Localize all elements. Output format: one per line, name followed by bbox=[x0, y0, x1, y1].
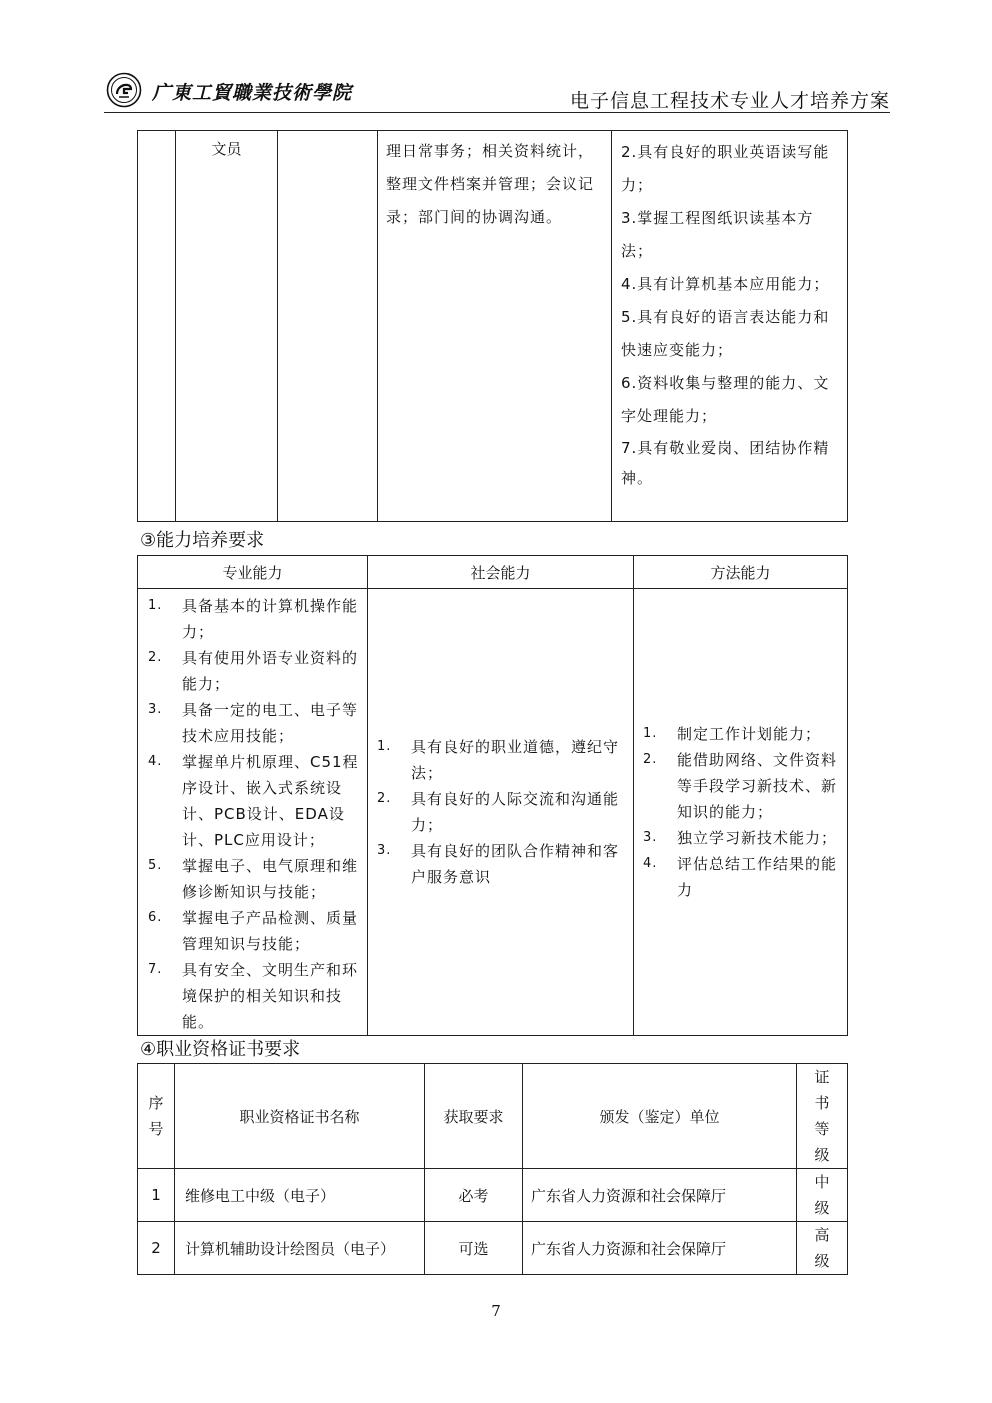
seq-cell: 1 bbox=[138, 1169, 175, 1222]
column-header: 专业能力 bbox=[138, 556, 368, 589]
cert-name-header: 职业资格证书名称 bbox=[175, 1064, 425, 1169]
list-item: 1. 制定工作计划能力； bbox=[643, 725, 822, 743]
issuer-cell: 广东省人力资源和社会保障厅 bbox=[523, 1169, 797, 1222]
list-item: 6. 掌握电子产品检测、质量管理知识与技能； bbox=[148, 909, 359, 953]
empty-cell bbox=[278, 131, 378, 522]
cert-name-cell: 维修电工中级（电子） bbox=[175, 1169, 425, 1222]
ability-table bbox=[137, 555, 848, 1036]
duties-cell: 理日常事务；相关资料统计，整理文件档案并管理；会议记录；部门间的协调沟通。 bbox=[378, 131, 612, 522]
table-header-row bbox=[138, 1064, 848, 1169]
requirements-cell bbox=[612, 131, 848, 522]
requirement-item: 4.具有计算机基本应用能力； bbox=[621, 275, 830, 293]
requirement-item: 3.掌握工程图纸识读基本方法； bbox=[621, 209, 814, 260]
cert-name-cell: 计算机辅助设计绘图员（电子） bbox=[175, 1222, 425, 1275]
requirement-cell: 必考 bbox=[425, 1169, 523, 1222]
position-cell: 文员 bbox=[176, 131, 278, 522]
level-header: 证 书 等 级 bbox=[797, 1064, 848, 1169]
table-row bbox=[138, 589, 848, 1036]
method-ability-cell bbox=[634, 589, 848, 1036]
table-row bbox=[138, 1222, 848, 1275]
column-header: 方法能力 bbox=[634, 556, 848, 589]
list-item: 2. 具有良好的人际交流和沟通能力； bbox=[377, 790, 620, 834]
column-header: 社会能力 bbox=[368, 556, 634, 589]
list-item: 1. 具有良好的职业道德，遵纪守法； bbox=[377, 738, 620, 782]
list-item: 1. 具备基本的计算机操作能力； bbox=[148, 597, 359, 641]
category-cell bbox=[138, 131, 176, 522]
list-item: 3. 独立学习新技术能力； bbox=[643, 829, 838, 847]
social-ability-cell bbox=[368, 589, 634, 1036]
job-position-table bbox=[137, 130, 848, 522]
certificate-section-title: ④职业资格证书要求 bbox=[140, 1039, 301, 1060]
table-row bbox=[138, 131, 848, 522]
requirement-header: 获取要求 bbox=[425, 1064, 523, 1169]
seq-header: 序 号 bbox=[138, 1064, 175, 1169]
school-name: 广東工貿職業技術學院 bbox=[152, 82, 353, 104]
issuer-header: 颁发（鉴定）单位 bbox=[523, 1064, 797, 1169]
document-title: 电子信息工程技术专业人才培养方案 bbox=[569, 90, 890, 112]
seq-cell: 2 bbox=[138, 1222, 175, 1275]
certificate-table bbox=[137, 1063, 848, 1275]
list-item: 2. 能借助网络、文件资料等手段学习新技术、新知识的能力； bbox=[643, 751, 838, 821]
list-item: 5. 掌握电子、电气原理和维修诊断知识与技能； bbox=[148, 857, 359, 901]
page-number: 7 bbox=[491, 1302, 501, 1320]
ability-section-title: ③能力培养要求 bbox=[140, 530, 265, 551]
list-item: 3. 具备一定的电工、电子等技术应用技能； bbox=[148, 701, 359, 745]
requirement-cell: 可选 bbox=[425, 1222, 523, 1275]
list-item: 2. 具有使用外语专业资料的能力； bbox=[148, 649, 359, 693]
issuer-cell: 广东省人力资源和社会保障厅 bbox=[523, 1222, 797, 1275]
table-header-row bbox=[138, 556, 848, 589]
requirement-item: 2.具有良好的职业英语读写能力； bbox=[621, 143, 830, 194]
requirement-item: 6.资料收集与整理的能力、文字处理能力； bbox=[621, 374, 830, 425]
list-item: 4. 评估总结工作结果的能力 bbox=[643, 855, 838, 899]
requirement-item: 5.具有良好的语言表达能力和快速应变能力； bbox=[621, 308, 830, 359]
list-item: 7. 具有安全、文明生产和环境保护的相关知识和技能。 bbox=[148, 961, 359, 1031]
requirement-item: 7.具有敬业爱岗、团结协作精神。 bbox=[621, 439, 830, 487]
table-row bbox=[138, 1169, 848, 1222]
list-item: 3. 具有良好的团队合作精神和客户服务意识 bbox=[377, 842, 620, 886]
level-cell: 中 级 bbox=[797, 1169, 848, 1222]
list-item: 4. 掌握单片机原理、C51程序设计、嵌入式系统设计、PCB设计、EDA设计、PLC应用设计； bbox=[148, 753, 359, 849]
page-header bbox=[104, 66, 890, 113]
school-logo-icon bbox=[106, 72, 142, 108]
professional-ability-cell bbox=[138, 589, 368, 1036]
level-cell: 高 级 bbox=[797, 1222, 848, 1275]
